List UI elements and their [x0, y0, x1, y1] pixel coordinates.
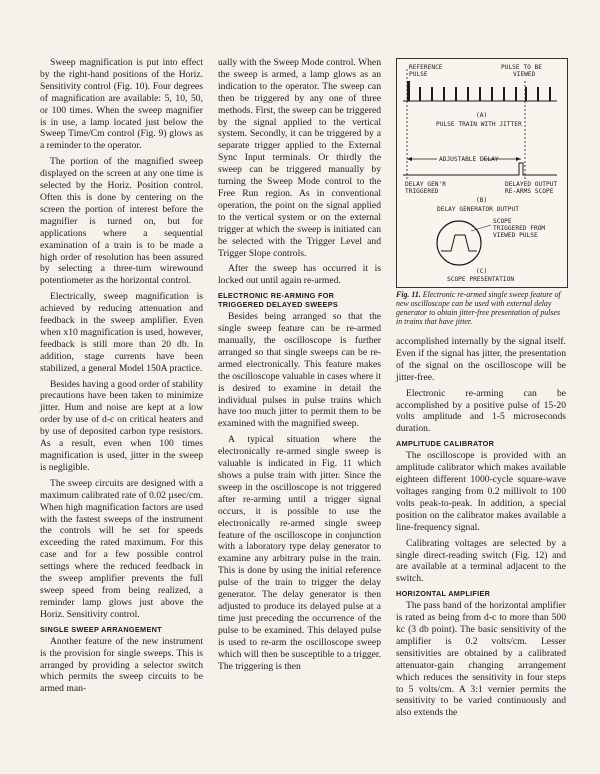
label-scope-1: SCOPE: [493, 218, 512, 225]
paragraph: ually with the Sweep Mode control. When the sweep is armed, a lamp glows as an indication to the operator. The sweep can then be triggered by any one of three methods. First, the sweep can be triggered by the signal applied to the vertical system. Secondly, it can be triggered by a separate trigger applied to the External Sync Input terminals. Or thirdly the sweep can be triggered manually by turning the Sweep Mode control to the Free Run region. As in conventional operation, the point on the signal applied to the vertical system or on the external trigger at which the sweep is initiated can be selected with the Trigger Level and Trigger Slope controls.: [218, 57, 381, 259]
label-c: (C): [476, 268, 488, 275]
paragraph: After the sweep has occurred it is locked out until again re-armed.: [218, 263, 381, 287]
label-reference-1: REFERENCE: [409, 64, 443, 71]
section-heading: SINGLE SWEEP ARRANGEMENT: [40, 624, 162, 634]
label-scope-presentation: SCOPE PRESENTATION: [447, 276, 515, 283]
figure-11-diagram: [396, 58, 568, 288]
label-scope-3: VIEWED PULSE: [493, 232, 538, 239]
paragraph: accomplished internally by the signal itself. Even if the signal has jitter, the presentation of the signal on the oscilloscope will be jitter-free.: [396, 336, 566, 383]
pulse: [419, 87, 421, 101]
arrowhead-right: [516, 157, 521, 161]
paragraph: Sweep magnification is put into effect by the right-hand positions of the Horiz. Sensitivity control (Fig. 10). Four degrees of magnification are available: 5, 10, 50, or 100 times. When the sweep magnifier is in use, a lamp located just below the Sweep Time/Cm control (Fig. 9) glows as a reminder to the operator.: [40, 57, 203, 152]
pulse: [479, 87, 481, 101]
label-a: (A): [476, 112, 488, 119]
section-heading: HORIZONTAL AMPLIFIER: [396, 589, 491, 599]
scope-trace: [441, 235, 477, 251]
label-delay-generator-output: DELAY GENERATOR OUTPUT: [437, 206, 519, 213]
paragraph: The sweep circuits are designed with a maximum calibrated rate of 0.02 µsec/cm. When high magnification factors are used with the fastest sweeps of the instrument the controls will be set for speeds exceeding the rated maximum. For this case and for a few possible control settings where the reduced feedback in the sweep amplifier prevents the full sweep speed from being realized, a reminder lamp glows just above the Horiz. Sensitivity control.: [40, 477, 203, 620]
label-viewed-1: PULSE TO BE: [501, 64, 542, 71]
pulse: [491, 87, 493, 101]
label-delay-gen-1: DELAY GEN'R: [405, 181, 446, 188]
paragraph: The oscilloscope is provided with an amplitude calibrator which makes available eighteen different 1000-cycle square-wave voltages ranging from 0.2 millivolt to 100 volts peak-to-peak. In addition, a special position on the calibrator makes available a line-frequency signal.: [396, 450, 566, 533]
paragraph: Electronic re-arming can be accomplished by a positive pulse of 15-20 volts amplitude and 1-5 microseconds duration.: [396, 387, 566, 435]
scope-screen: [437, 221, 481, 265]
column-1: [40, 57, 203, 699]
paragraph: Another feature of the new instrument is the provision for single sweeps. This is arranged by providing a selector switch which permits the sweep circuits to be armed man-: [40, 635, 203, 695]
label-b: (B): [476, 197, 488, 204]
paragraph: Electrically, sweep magnification is achieved by reducing attenuation and feedback in the sweep amplifier. Even when x10 magnification is used, however, feedback is still more than 20 db. In addition, stage currents have been stabilized, a general Model 150A practice.: [40, 291, 203, 374]
pulse: [431, 87, 433, 101]
pulse: [467, 87, 469, 101]
reference-pulse: [407, 81, 410, 101]
label-viewed-2: VIEWED: [513, 71, 536, 78]
section-heading: ELECTRONIC RE-ARMING FOR TRIGGERED DELAYED SWEEPS: [218, 291, 339, 310]
pulse-timing-diagram: [397, 59, 567, 287]
scope-leader-line: [471, 225, 491, 231]
pulse: [515, 87, 517, 101]
pulse: [537, 87, 539, 101]
delay-generator-waveform: [403, 163, 557, 175]
label-delayed-output-2: RE-ARMS SCOPE: [505, 188, 554, 195]
column-3: [396, 336, 566, 723]
label-scope-2: TRIGGERED FROM: [493, 225, 546, 232]
label-reference-2: PULSE: [409, 71, 428, 78]
pulse: [503, 87, 505, 101]
pulse-train: [407, 81, 551, 101]
paragraph: Calibrating voltages are selected by a single direct-reading switch (Fig. 12) and are available at a terminal adjacent to the switch.: [396, 537, 566, 585]
label-pulse-train: PULSE TRAIN WITH JITTER: [436, 121, 522, 128]
paragraph: Besides being arranged so that the single sweep feature can be re-armed manually, the oscilloscope is further arranged so that single sweeps can be re-armed electronically. This feature makes the oscilloscope valuable in cases where it is desired to examine in detail the individual pulses in pulse trains which have too much jitter to permit them to be examined with the magnified sweep.: [218, 311, 381, 430]
section-heading: AMPLITUDE CALIBRATOR: [396, 439, 495, 449]
label-adjustable-delay: ADJUSTABLE DELAY: [439, 156, 499, 163]
figure-caption: [396, 290, 566, 326]
paragraph: The pass band of the horizontal amplifier is rated as being from d-c to more than 500 kc (3 db point). The basic sensitivity of the amplifier is 0.2 volts/cm. Lesser sensitivities are obtained by a calibrated attenuator-gain changing arrangement which reduces the sensitivity in four steps to 5 volts/cm. A 3:1 vernier permits the sensitivity to be varied continuously and also extends the: [396, 600, 566, 719]
arrowhead-left: [407, 157, 412, 161]
label-delayed-output-1: DELAYED OUTPUT: [505, 181, 558, 188]
pulse: [455, 87, 457, 101]
caption-number: Fig. 11.: [396, 290, 421, 299]
caption-text: Electronic re-armed single sweep feature of new oscilloscope can be used with external delay generator to obtain jitter-free presentation of pulses in trains that have jitter.: [396, 290, 561, 327]
pulse: [549, 87, 551, 101]
pulse: [443, 87, 445, 101]
paragraph: The portion of the magnified sweep displayed on the screen at any one time is selected by the Horiz. Position control. Often this is done by centering on the screen the portion of interest before the magnifier is turned on, but for applications where a sequential examination of a train is to be made a high order of resolution has been assured by selecting a three-turn wirewound potentiometer as the horizontal control.: [40, 156, 203, 287]
paragraph: Besides having a good order of stability precautions have been taken to minimize jitter. Hum and noise are kept at a low order by use of d-c on critical heaters and by use of deposited carbon type resistors. As a result, even when 100 times magnification is used, jitter in the sweep is negligible.: [40, 378, 203, 473]
column-2: [218, 57, 381, 676]
label-delay-gen-2: TRIGGERED: [405, 188, 439, 195]
paragraph: A typical situation where the electronically re-armed single sweep is valuable is indicated in Fig. 11 which shows a pulse train with jitter. Since the sweep in the oscilloscope is not triggered after re-arming until a trigger signal occurs, it is possible to use the electronically re-armed single sweep feature of the oscilloscope in conjunction with a laboratory type delay generator to examine any arbitrary pulse in the train. This is done by using the initial reference pulse of the train to trigger the delay generator. The delay generator is then adjusted to produce its delayed pulse at a time just preceding the occurrence of the pulse to be examined. This delayed pulse is used to re-arm the oscilloscope sweep which will then be susceptible to a trigger. The triggering is then: [218, 434, 381, 672]
